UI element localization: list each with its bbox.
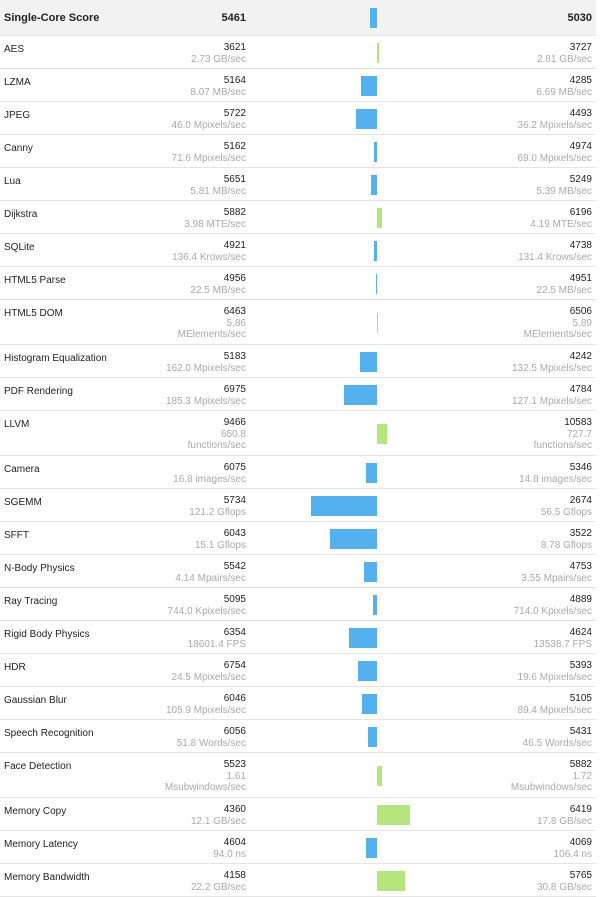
left-detail: 2.73 GB/sec [190, 54, 246, 65]
right-result [518, 240, 592, 263]
left-result [195, 528, 246, 551]
right-score: 5346 [569, 462, 592, 473]
right-result [518, 141, 592, 164]
right-result [536, 273, 592, 296]
benchmark-name: Canny [4, 143, 33, 154]
left-score: 5523 [223, 759, 246, 770]
right-result [541, 495, 592, 518]
benchmark-row [0, 588, 596, 621]
left-result [166, 351, 246, 374]
left-advantage-bar [374, 142, 377, 162]
header-right-score: 5030 [567, 12, 592, 24]
right-score: 3522 [569, 528, 592, 539]
left-advantage-bar [362, 694, 377, 714]
benchmark-name: Face Detection [4, 761, 72, 772]
right-result [534, 627, 592, 650]
benchmark-name: HTML5 DOM [4, 308, 63, 319]
left-result [178, 306, 246, 340]
left-detail: 5.81 MB/sec [190, 186, 246, 197]
left-detail: 22.5 MB/sec [190, 285, 246, 296]
left-score: 5162 [223, 141, 246, 152]
right-detail: 127.1 Mpixels/sec [511, 396, 592, 407]
benchmark-row [0, 234, 596, 267]
left-result [190, 75, 246, 98]
left-detail: 22.2 GB/sec [190, 882, 246, 893]
header-left-score: 5461 [221, 12, 246, 24]
right-detail: 46.5 Words/sec [522, 738, 592, 749]
benchmark-row [0, 36, 596, 69]
left-advantage-bar [376, 274, 377, 294]
left-result [172, 240, 246, 263]
benchmark-row [0, 522, 596, 555]
left-result [190, 273, 246, 296]
benchmark-name: Memory Bandwidth [4, 872, 90, 883]
left-detail: functions/sec [187, 440, 246, 451]
benchmark-name: Lua [4, 176, 21, 187]
right-result [512, 384, 592, 407]
right-result [534, 417, 592, 451]
benchmark-name: Camera [4, 464, 40, 475]
right-result [521, 561, 592, 584]
left-score: 5734 [223, 495, 246, 506]
right-score: 5249 [569, 174, 592, 185]
benchmark-name: HDR [4, 662, 26, 673]
right-score: 5393 [569, 660, 592, 671]
right-detail: functions/sec [533, 440, 592, 451]
right-score: 5765 [569, 870, 592, 881]
benchmark-name: PDF Rendering [4, 386, 73, 397]
left-score: 4956 [223, 273, 246, 284]
left-score: 9466 [223, 417, 246, 428]
right-result [518, 693, 592, 716]
right-detail: 14.8 images/sec [519, 474, 592, 485]
right-score: 4069 [569, 837, 592, 848]
right-score: 4974 [569, 141, 592, 152]
right-score: 6196 [569, 207, 592, 218]
right-detail: 17.8 GB/sec [536, 816, 592, 827]
left-result [172, 108, 246, 131]
right-result [554, 837, 592, 860]
left-result [166, 693, 246, 716]
right-detail: 131.4 Krows/sec [518, 252, 592, 263]
benchmark-row [0, 168, 596, 201]
left-detail: 136.4 Krows/sec [172, 252, 246, 263]
right-detail: 22.5 MB/sec [536, 285, 592, 296]
right-detail: 727.7 [566, 429, 592, 440]
left-detail: 94.0 ns [213, 849, 246, 860]
benchmark-row [0, 489, 596, 522]
left-result [189, 495, 246, 518]
benchmark-row [0, 300, 596, 345]
left-advantage-bar [366, 463, 377, 483]
right-score: 6506 [569, 306, 592, 317]
left-result [173, 462, 246, 485]
left-result [165, 759, 246, 793]
right-advantage-bar [377, 766, 382, 786]
left-detail: 744.0 Kpixels/sec [167, 606, 246, 617]
benchmark-row [0, 720, 596, 753]
benchmark-name: Histogram Equalization [4, 353, 107, 364]
left-detail: 51.8 Words/sec [176, 738, 246, 749]
benchmark-name: SGEMM [4, 497, 42, 508]
left-score: 6975 [223, 384, 246, 395]
left-advantage-bar [364, 562, 377, 582]
right-result [530, 207, 592, 230]
right-detail: 30.8 GB/sec [536, 882, 592, 893]
left-score: 5095 [223, 594, 246, 605]
right-result [514, 594, 592, 617]
right-advantage-bar [377, 43, 379, 63]
right-score: 5882 [569, 759, 592, 770]
left-advantage-bar [358, 661, 377, 681]
left-result [190, 174, 246, 197]
left-result [184, 207, 246, 230]
left-result [172, 660, 246, 683]
left-detail: 650.8 [220, 429, 246, 440]
right-score: 6419 [569, 804, 592, 815]
right-score: 4951 [569, 273, 592, 284]
left-score: 6075 [223, 462, 246, 473]
right-advantage-bar [377, 805, 410, 825]
right-result [518, 660, 592, 683]
right-result [524, 306, 592, 340]
right-score: 5105 [569, 693, 592, 704]
left-detail: 12.1 GB/sec [190, 816, 246, 827]
right-detail: 89.4 Mpixels/sec [517, 705, 592, 716]
right-result [518, 108, 592, 131]
right-detail: 13538.7 FPS [533, 639, 592, 650]
left-result [166, 384, 246, 407]
right-score: 10583 [564, 417, 592, 428]
benchmark-row [0, 69, 596, 102]
header-label: Single-Core Score [4, 12, 100, 24]
benchmark-row [0, 345, 596, 378]
left-score: 6463 [223, 306, 246, 317]
benchmark-row [0, 798, 596, 831]
left-score: 3621 [223, 42, 246, 53]
right-detail: 19.6 Mpixels/sec [517, 672, 592, 683]
left-score: 4921 [223, 240, 246, 251]
left-score: 6354 [223, 627, 246, 638]
left-result [213, 837, 246, 860]
benchmark-name: Ray Tracing [4, 596, 58, 607]
right-detail: MElements/sec [523, 329, 592, 340]
right-score: 4624 [569, 627, 592, 638]
right-detail: 8.78 Gflops [540, 540, 592, 551]
right-result [523, 726, 592, 749]
header-right-column [568, 12, 592, 24]
left-score: 5542 [223, 561, 246, 572]
right-result [519, 462, 592, 485]
right-advantage-bar [377, 313, 378, 333]
left-score: 5882 [223, 207, 246, 218]
benchmark-name: Rigid Body Physics [4, 629, 90, 640]
left-detail: 46.0 Mpixels/sec [171, 120, 246, 131]
left-result [188, 417, 246, 451]
benchmark-name: AES [4, 44, 25, 55]
right-detail: 56.5 Gflops [540, 507, 592, 518]
left-detail: 3.98 MTE/sec [184, 219, 246, 230]
left-detail: 8.07 MB/sec [190, 87, 246, 98]
left-result [168, 594, 246, 617]
header-left-column [222, 12, 246, 24]
left-score: 6056 [223, 726, 246, 737]
benchmark-row [0, 456, 596, 489]
right-result [536, 174, 592, 197]
left-advantage-bar [349, 628, 377, 648]
right-detail: 36.2 Mpixels/sec [517, 120, 592, 131]
right-result [537, 870, 592, 893]
left-advantage-bar [330, 529, 377, 549]
right-detail: 132.5 Mpixels/sec [511, 363, 592, 374]
left-detail: 15.1 Gflops [194, 540, 246, 551]
left-detail: 162.0 Mpixels/sec [165, 363, 246, 374]
right-detail: 1.72 [572, 771, 592, 782]
right-score: 4242 [569, 351, 592, 362]
benchmark-row [0, 555, 596, 588]
right-score: 4285 [569, 75, 592, 86]
left-advantage-bar [371, 175, 377, 195]
benchmark-name: N-Body Physics [4, 563, 75, 574]
left-advantage-bar [366, 838, 377, 858]
left-result [191, 804, 246, 827]
right-result [537, 804, 592, 827]
right-detail: 714.0 Kpixels/sec [513, 606, 592, 617]
right-detail: 2.81 GB/sec [536, 54, 592, 65]
left-result [188, 627, 246, 650]
right-score: 4493 [569, 108, 592, 119]
right-result [537, 42, 592, 65]
left-detail: 4.14 Mpairs/sec [175, 573, 246, 584]
left-detail: 185.3 Mpixels/sec [165, 396, 246, 407]
right-detail: Msubwindows/sec [510, 782, 592, 793]
left-detail: 121.2 Gflops [189, 507, 246, 518]
benchmark-row [0, 687, 596, 720]
right-result [511, 759, 592, 793]
left-score: 6046 [223, 693, 246, 704]
benchmark-row [0, 411, 596, 456]
left-advantage-bar [373, 595, 377, 615]
benchmark-name: LZMA [4, 77, 31, 88]
benchmark-name: SQLite [4, 242, 35, 253]
right-score: 2674 [569, 495, 592, 506]
left-advantage-bar [311, 496, 377, 516]
left-detail: 24.5 Mpixels/sec [171, 672, 246, 683]
left-detail: 18601.4 FPS [187, 639, 246, 650]
right-detail: 5.89 [572, 318, 592, 329]
header-diff-bar [370, 8, 377, 28]
benchmark-name: JPEG [4, 110, 31, 121]
right-score: 4784 [569, 384, 592, 395]
header-row [0, 0, 596, 36]
left-advantage-bar [374, 241, 377, 261]
right-result [536, 75, 592, 98]
right-result [512, 351, 592, 374]
left-score: 6754 [223, 660, 246, 671]
benchmark-row [0, 864, 596, 897]
left-detail: MElements/sec [177, 329, 246, 340]
right-advantage-bar [377, 871, 405, 891]
right-detail: 106.4 ns [553, 849, 592, 860]
right-score: 4889 [569, 594, 592, 605]
right-advantage-bar [377, 208, 382, 228]
benchmark-row [0, 135, 596, 168]
left-result [175, 561, 246, 584]
left-score: 6043 [223, 528, 246, 539]
left-detail: 105.9 Mpixels/sec [165, 705, 246, 716]
left-score: 5651 [223, 174, 246, 185]
right-detail: 69.0 Mpixels/sec [517, 153, 592, 164]
left-score: 5164 [223, 75, 246, 86]
benchmark-row [0, 102, 596, 135]
left-detail: 71.6 Mpixels/sec [171, 153, 246, 164]
right-detail: 6.69 MB/sec [536, 87, 592, 98]
benchmark-rows [0, 36, 596, 897]
left-result [172, 141, 246, 164]
right-advantage-bar [377, 424, 387, 444]
right-detail: 3.55 Mpairs/sec [521, 573, 592, 584]
left-result [177, 726, 246, 749]
benchmark-name: Dijkstra [4, 209, 38, 220]
right-detail: 4.19 MTE/sec [530, 219, 592, 230]
right-result [541, 528, 592, 551]
left-score: 4604 [223, 837, 246, 848]
right-detail: 5.39 MB/sec [536, 186, 592, 197]
left-score: 4360 [223, 804, 246, 815]
benchmark-row [0, 621, 596, 654]
left-advantage-bar [356, 109, 377, 129]
right-score: 4738 [569, 240, 592, 251]
left-advantage-bar [368, 727, 377, 747]
benchmark-name: Memory Copy [4, 806, 67, 817]
benchmark-row [0, 654, 596, 687]
benchmark-row [0, 831, 596, 864]
left-detail: 1.61 [226, 771, 246, 782]
benchmark-name: Memory Latency [4, 839, 78, 850]
left-advantage-bar [344, 385, 377, 405]
benchmark-name: HTML5 Parse [4, 275, 66, 286]
benchmark-name: Gaussian Blur [4, 695, 67, 706]
benchmark-row [0, 753, 596, 798]
right-score: 4753 [569, 561, 592, 572]
benchmark-name: SFFT [4, 530, 29, 541]
benchmark-name: Speech Recognition [4, 728, 94, 739]
benchmark-row [0, 378, 596, 411]
left-score: 5183 [223, 351, 246, 362]
right-score: 5431 [569, 726, 592, 737]
right-score: 3727 [569, 42, 592, 53]
left-score: 4158 [223, 870, 246, 881]
left-detail: 5.86 [226, 318, 246, 329]
benchmark-row [0, 267, 596, 300]
left-detail: Msubwindows/sec [164, 782, 246, 793]
left-score: 5722 [223, 108, 246, 119]
left-detail: 16.8 images/sec [173, 474, 246, 485]
left-advantage-bar [360, 352, 377, 372]
benchmark-name: LLVM [4, 419, 30, 430]
left-advantage-bar [361, 76, 377, 96]
left-result [191, 870, 246, 893]
left-result [191, 42, 246, 65]
benchmark-row [0, 201, 596, 234]
